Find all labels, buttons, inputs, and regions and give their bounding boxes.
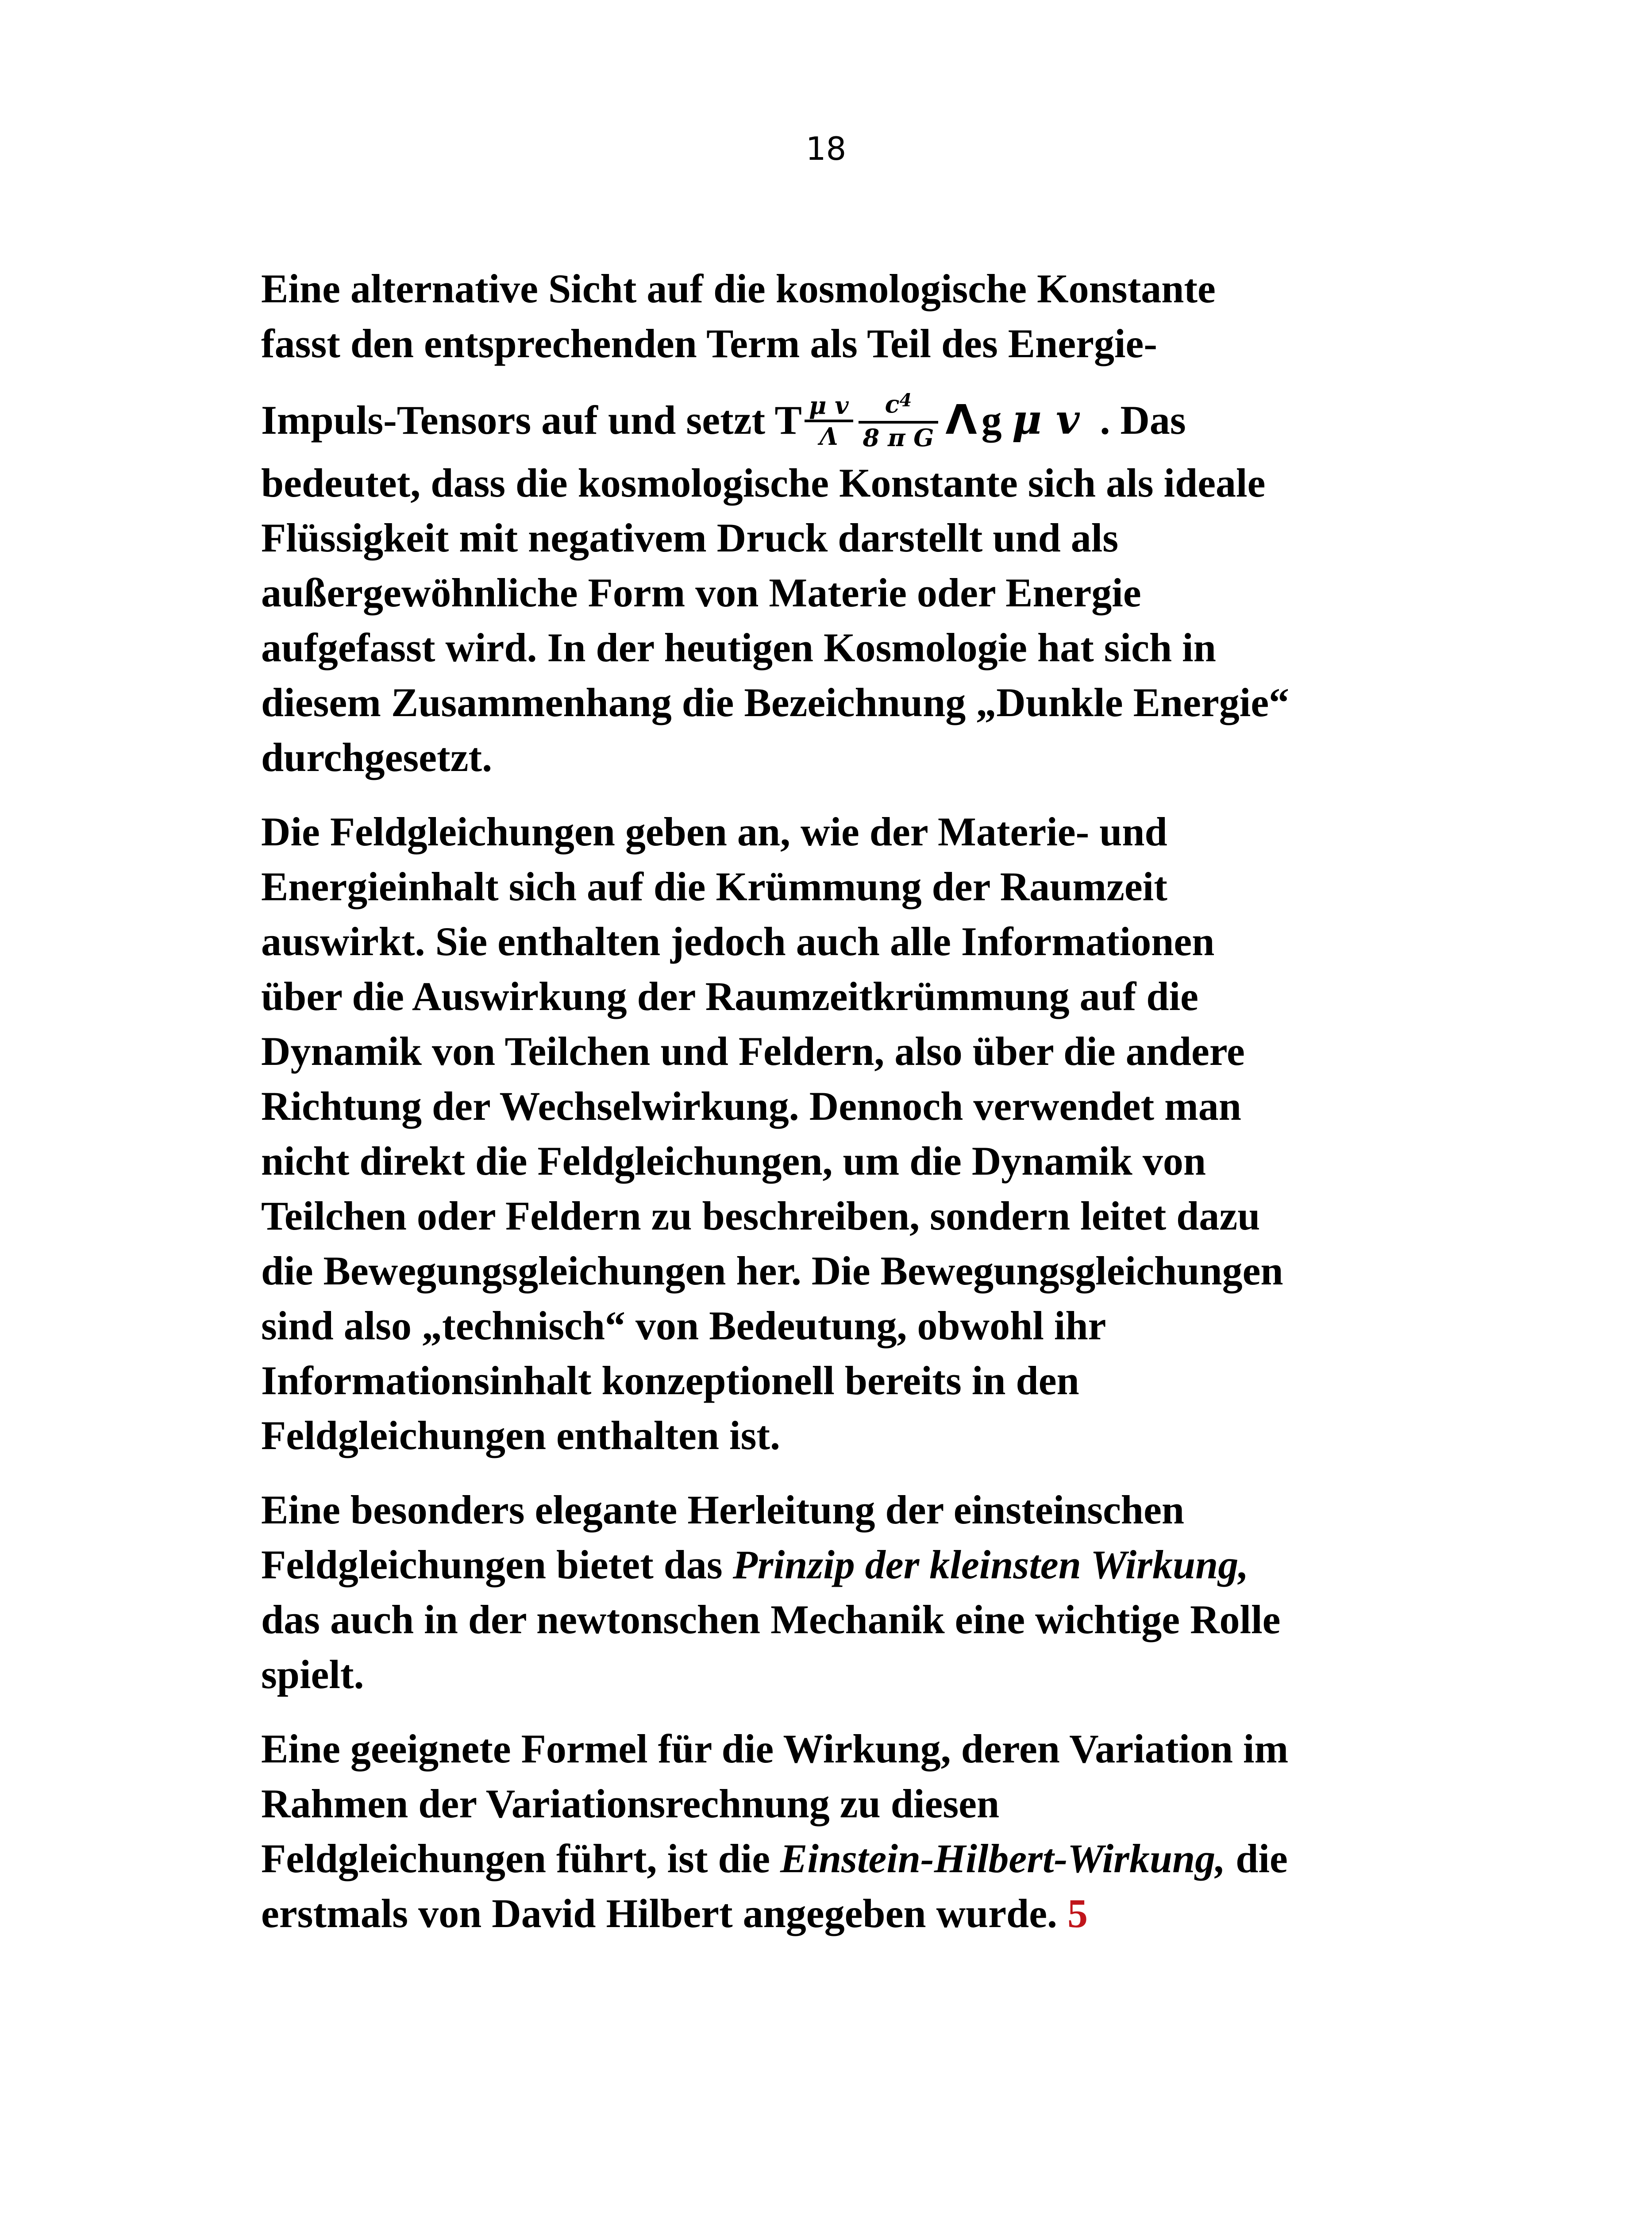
text-line: diesem Zusammenhang die Bezeichnung „Dunkle Energie“ <box>261 679 1290 725</box>
formula-line <box>261 389 1421 455</box>
italic-term: Prinzip der kleinsten Wirkung, <box>732 1542 1249 1587</box>
metric-indices: μ v <box>1012 396 1080 443</box>
text-line: Feldgleichungen enthalten ist. <box>261 1412 781 1458</box>
text-line <box>261 1831 1421 1886</box>
metric-symbol: g <box>981 397 1002 443</box>
text-line: Eine besonders elegante Herleitung der einsteinschen <box>261 1487 1185 1532</box>
exponent: 4 <box>899 389 912 411</box>
speed-of-light-symbol: c <box>885 389 900 418</box>
text-line: fasst den entsprechenden Term als Teil des Energie- <box>261 321 1157 366</box>
footnote-reference[interactable]: 5 <box>1067 1890 1088 1936</box>
text-line: sind also „technisch“ von Bedeutung, obwohl ihr <box>261 1303 1106 1348</box>
text-line: Teilchen oder Feldern zu beschreiben, sondern leitet dazu <box>261 1193 1260 1238</box>
text-line: aufgefasst wird. In der heutigen Kosmologie hat sich in <box>261 625 1216 670</box>
italic-term: Einstein-Hilbert-Wirkung, <box>780 1835 1226 1881</box>
text-line <box>261 1886 1421 1941</box>
text-line: über die Auswirkung der Raumzeitkrümmung auf die <box>261 973 1198 1019</box>
text-fragment: die <box>1225 1835 1288 1881</box>
text-fragment: erstmals von David Hilbert angegeben wurde. <box>261 1890 1068 1936</box>
text-line: außergewöhnliche Form von Materie oder Energie <box>261 570 1141 615</box>
text-line: durchgesetzt. <box>261 734 493 780</box>
fraction-denominator: Λ <box>819 422 838 451</box>
text-fragment: Feldgleichungen führt, ist die <box>261 1835 781 1881</box>
text-line: Flüssigkeit mit negativem Druck darstellt und als <box>261 515 1119 560</box>
formula-fraction-constant <box>859 390 939 452</box>
fraction-numerator <box>859 390 939 424</box>
formula-fraction-indices <box>805 391 853 451</box>
text-fragment: Feldgleichungen bietet das <box>261 1542 733 1587</box>
text-line: Rahmen der Variationsrechnung zu diesen <box>261 1781 1000 1826</box>
text-line: Dynamik von Teilchen und Feldern, also über die andere <box>261 1028 1245 1074</box>
fraction-denominator: 8 π G <box>863 423 934 452</box>
text-line: Energieinhalt sich auf die Krümmung der Raumzeit <box>261 864 1167 909</box>
text-line: spielt. <box>261 1651 364 1697</box>
lambda-symbol: Λ <box>945 396 977 443</box>
paragraph-einstein-hilbert <box>261 1721 1421 1941</box>
text-line: Die Feldgleichungen geben an, wie der Materie- und <box>261 809 1167 854</box>
page-body <box>261 261 1421 1960</box>
text-fragment: Impuls-Tensors auf und setzt T <box>261 397 802 443</box>
text-line: die Bewegungsgleichungen her. Die Bewegungsgleichungen <box>261 1248 1283 1293</box>
text-line: bedeutet, dass die kosmologische Konstante sich als ideale <box>261 460 1266 505</box>
fraction-numerator: μ v <box>805 391 853 422</box>
paragraph-dark-energy <box>261 261 1421 785</box>
page-number: 18 <box>805 130 847 167</box>
text-line: auswirkt. Sie enthalten jedoch auch alle Informationen <box>261 918 1215 964</box>
text-line: Richtung der Wechselwirkung. Dennoch verwendet man <box>261 1083 1241 1129</box>
text-line: Eine alternative Sicht auf die kosmologische Konstante <box>261 266 1216 311</box>
paragraph-field-equations <box>261 804 1421 1463</box>
text-line: Eine geeignete Formel für die Wirkung, deren Variation im <box>261 1726 1289 1771</box>
text-line: das auch in der newtonschen Mechanik eine wichtige Rolle <box>261 1596 1281 1642</box>
text-line <box>261 1537 1421 1592</box>
text-line: Informationsinhalt konzeptionell bereits in den <box>261 1357 1079 1403</box>
paragraph-least-action <box>261 1482 1421 1702</box>
text-fragment: . Das <box>1100 397 1186 443</box>
text-line: nicht direkt die Feldgleichungen, um die Dynamik von <box>261 1138 1206 1184</box>
